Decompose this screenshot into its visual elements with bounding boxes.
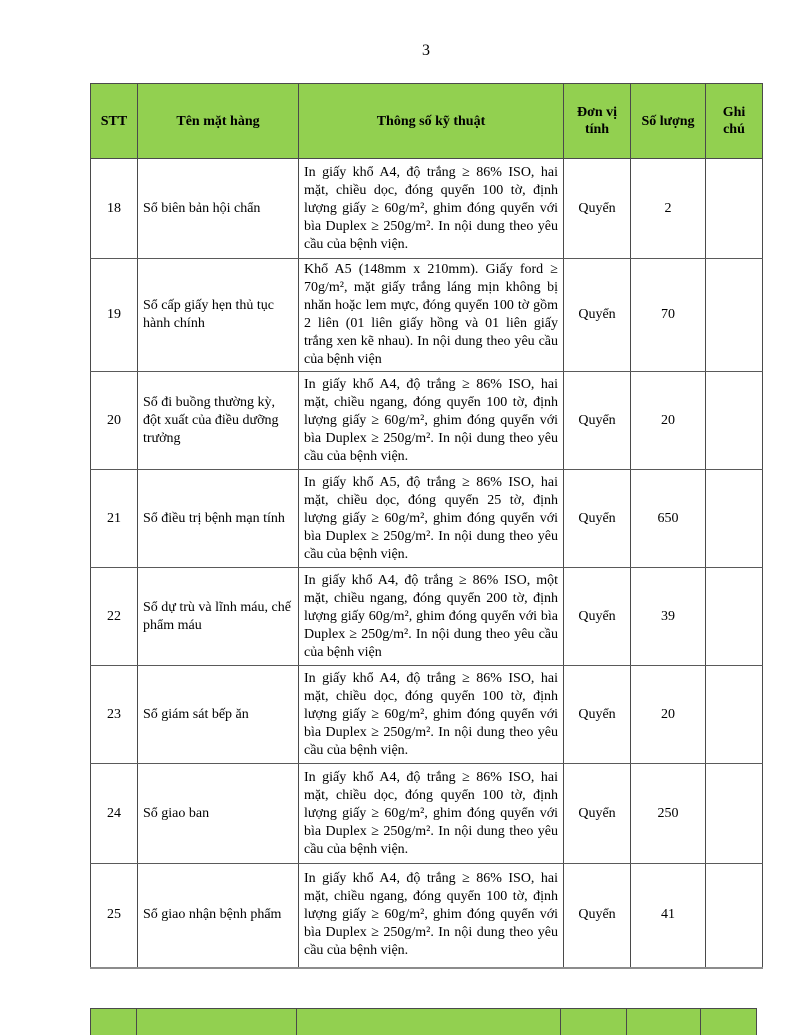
- cell-spec: In giấy khổ A4, độ trắng ≥ 86% ISO, hai mặt, chiều dọc, đóng quyển 100 tờ, định lượng giấy ≥ 60g/m², ghim đóng quyển với bìa Duplex ≥ 250g/m². In nội dung theo yêu cầu của bệnh viện.: [299, 159, 564, 259]
- cell-spec: Khổ A5 (148mm x 210mm). Giấy ford ≥ 70g/m², mặt giấy trắng láng mịn không bị nhăn hoặc lem mực, đóng quyển 100 tờ gồm 2 liên (01 liên giấy hồng và 01 liên giấy trắng xen kẽ nhau). In nội dung theo yêu cầu của bệnh viện: [299, 259, 564, 372]
- cell-unit: Quyển: [564, 764, 631, 864]
- table-header-row: [91, 84, 763, 159]
- cell-stt: 24: [91, 764, 138, 864]
- cell-stt: 20: [91, 372, 138, 470]
- cell-spec: In giấy khổ A4, độ trắng ≥ 86% ISO, hai mặt, chiều ngang, đóng quyển 100 tờ, định lượng giấy ≥ 60g/m², ghim đóng quyển với bìa Duplex ≥ 250g/m². In nội dung theo yêu cầu của bệnh viện.: [299, 372, 564, 470]
- cell-name: Sổ dự trù và lĩnh máu, chế phẩm máu: [138, 568, 299, 666]
- cell-name: Sổ giám sát bếp ăn: [138, 666, 299, 764]
- cell-unit: Quyển: [564, 568, 631, 666]
- cell-qty: 20: [631, 666, 706, 764]
- cell-unit: Quyển: [564, 372, 631, 470]
- cell-qty: 41: [631, 864, 706, 968]
- cell-name: Sổ cấp giấy hẹn thủ tục hành chính: [138, 259, 299, 372]
- cell-unit: Quyển: [564, 159, 631, 259]
- table-row: [91, 764, 763, 864]
- cell-stt: 19: [91, 259, 138, 372]
- table-row: [91, 666, 763, 764]
- cell-name: Sổ điều trị bệnh mạn tính: [138, 470, 299, 568]
- table-row: [91, 864, 763, 968]
- cell-qty: 250: [631, 764, 706, 864]
- cell-spec: In giấy khổ A4, độ trắng ≥ 86% ISO, hai mặt, chiều ngang, đóng quyển 100 tờ, định lượng giấy ≥ 60g/m², ghim đóng quyển với bìa Duplex ≥ 250g/m². In nội dung theo yêu cầu của bệnh viện.: [299, 864, 564, 968]
- next-header-cell-stt: [90, 1008, 137, 1035]
- cell-note: [706, 864, 763, 968]
- table-row: [91, 470, 763, 568]
- col-header-stt: STT: [91, 84, 138, 159]
- cell-name: Sổ giao nhận bệnh phẩm: [138, 864, 299, 968]
- cell-note: [706, 259, 763, 372]
- cell-stt: 21: [91, 470, 138, 568]
- table-row: [91, 372, 763, 470]
- cell-unit: Quyển: [564, 666, 631, 764]
- cell-spec: In giấy khổ A4, độ trắng ≥ 86% ISO, một mặt, chiều ngang, đóng quyển 200 tờ, định lượng giấy 60g/m², ghim đóng quyển với bìa Duplex ≥ 250g/m². In nội dung theo yêu cầu của bệnh viện: [299, 568, 564, 666]
- cell-stt: 25: [91, 864, 138, 968]
- next-header-cell-unit: [560, 1008, 627, 1035]
- cell-note: [706, 764, 763, 864]
- items-table: [90, 83, 763, 969]
- col-header-qty: Số lượng: [631, 84, 706, 159]
- cell-note: [706, 372, 763, 470]
- col-header-note: Ghi chú: [706, 84, 763, 159]
- cell-qty: 20: [631, 372, 706, 470]
- cell-unit: Quyển: [564, 864, 631, 968]
- cell-stt: 22: [91, 568, 138, 666]
- cell-unit: Quyển: [564, 470, 631, 568]
- cell-spec: In giấy khổ A5, độ trắng ≥ 86% ISO, hai mặt, chiều dọc, đóng quyển 25 tờ, định lượng giấy ≥ 60g/m², ghim đóng quyển với bìa Duplex ≥ 250g/m². In nội dung theo yêu cầu của bệnh viện.: [299, 470, 564, 568]
- cell-note: [706, 470, 763, 568]
- col-header-unit: Đơn vị tính: [564, 84, 631, 159]
- col-header-spec: Thông số kỹ thuật: [299, 84, 564, 159]
- next-page-header-partial: [90, 1008, 762, 1035]
- cell-spec: In giấy khổ A4, độ trắng ≥ 86% ISO, hai mặt, chiều dọc, đóng quyển 100 tờ, định lượng giấy ≥ 60g/m², ghim đóng quyển với bìa Duplex ≥ 250g/m². In nội dung theo yêu cầu của bệnh viện.: [299, 666, 564, 764]
- cell-name: Sổ giao ban: [138, 764, 299, 864]
- cell-qty: 650: [631, 470, 706, 568]
- cell-name: Sổ biên bản hội chẩn: [138, 159, 299, 259]
- table-body: [91, 159, 763, 968]
- page-number: 3: [422, 42, 430, 59]
- table-row: [91, 259, 763, 372]
- cell-unit: Quyển: [564, 259, 631, 372]
- cell-spec: In giấy khổ A4, độ trắng ≥ 86% ISO, hai mặt, chiều dọc, đóng quyển 100 tờ, định lượng giấy ≥ 60g/m², ghim đóng quyển với bìa Duplex ≥ 250g/m². In nội dung theo yêu cầu của bệnh viện.: [299, 764, 564, 864]
- next-header-cell-qty: [626, 1008, 701, 1035]
- next-header-cell-note: [700, 1008, 757, 1035]
- cell-name: Sổ đi buồng thường kỳ, đột xuất của điều dưỡng trưởng: [138, 372, 299, 470]
- cell-stt: 23: [91, 666, 138, 764]
- cell-qty: 70: [631, 259, 706, 372]
- next-header-cell-spec: [296, 1008, 561, 1035]
- col-header-name: Tên mặt hàng: [138, 84, 299, 159]
- cell-qty: 2: [631, 159, 706, 259]
- cell-stt: 18: [91, 159, 138, 259]
- next-header-cell-name: [136, 1008, 297, 1035]
- cell-note: [706, 159, 763, 259]
- cell-note: [706, 568, 763, 666]
- table-row: [91, 159, 763, 259]
- cell-note: [706, 666, 763, 764]
- table-row: [91, 568, 763, 666]
- cell-qty: 39: [631, 568, 706, 666]
